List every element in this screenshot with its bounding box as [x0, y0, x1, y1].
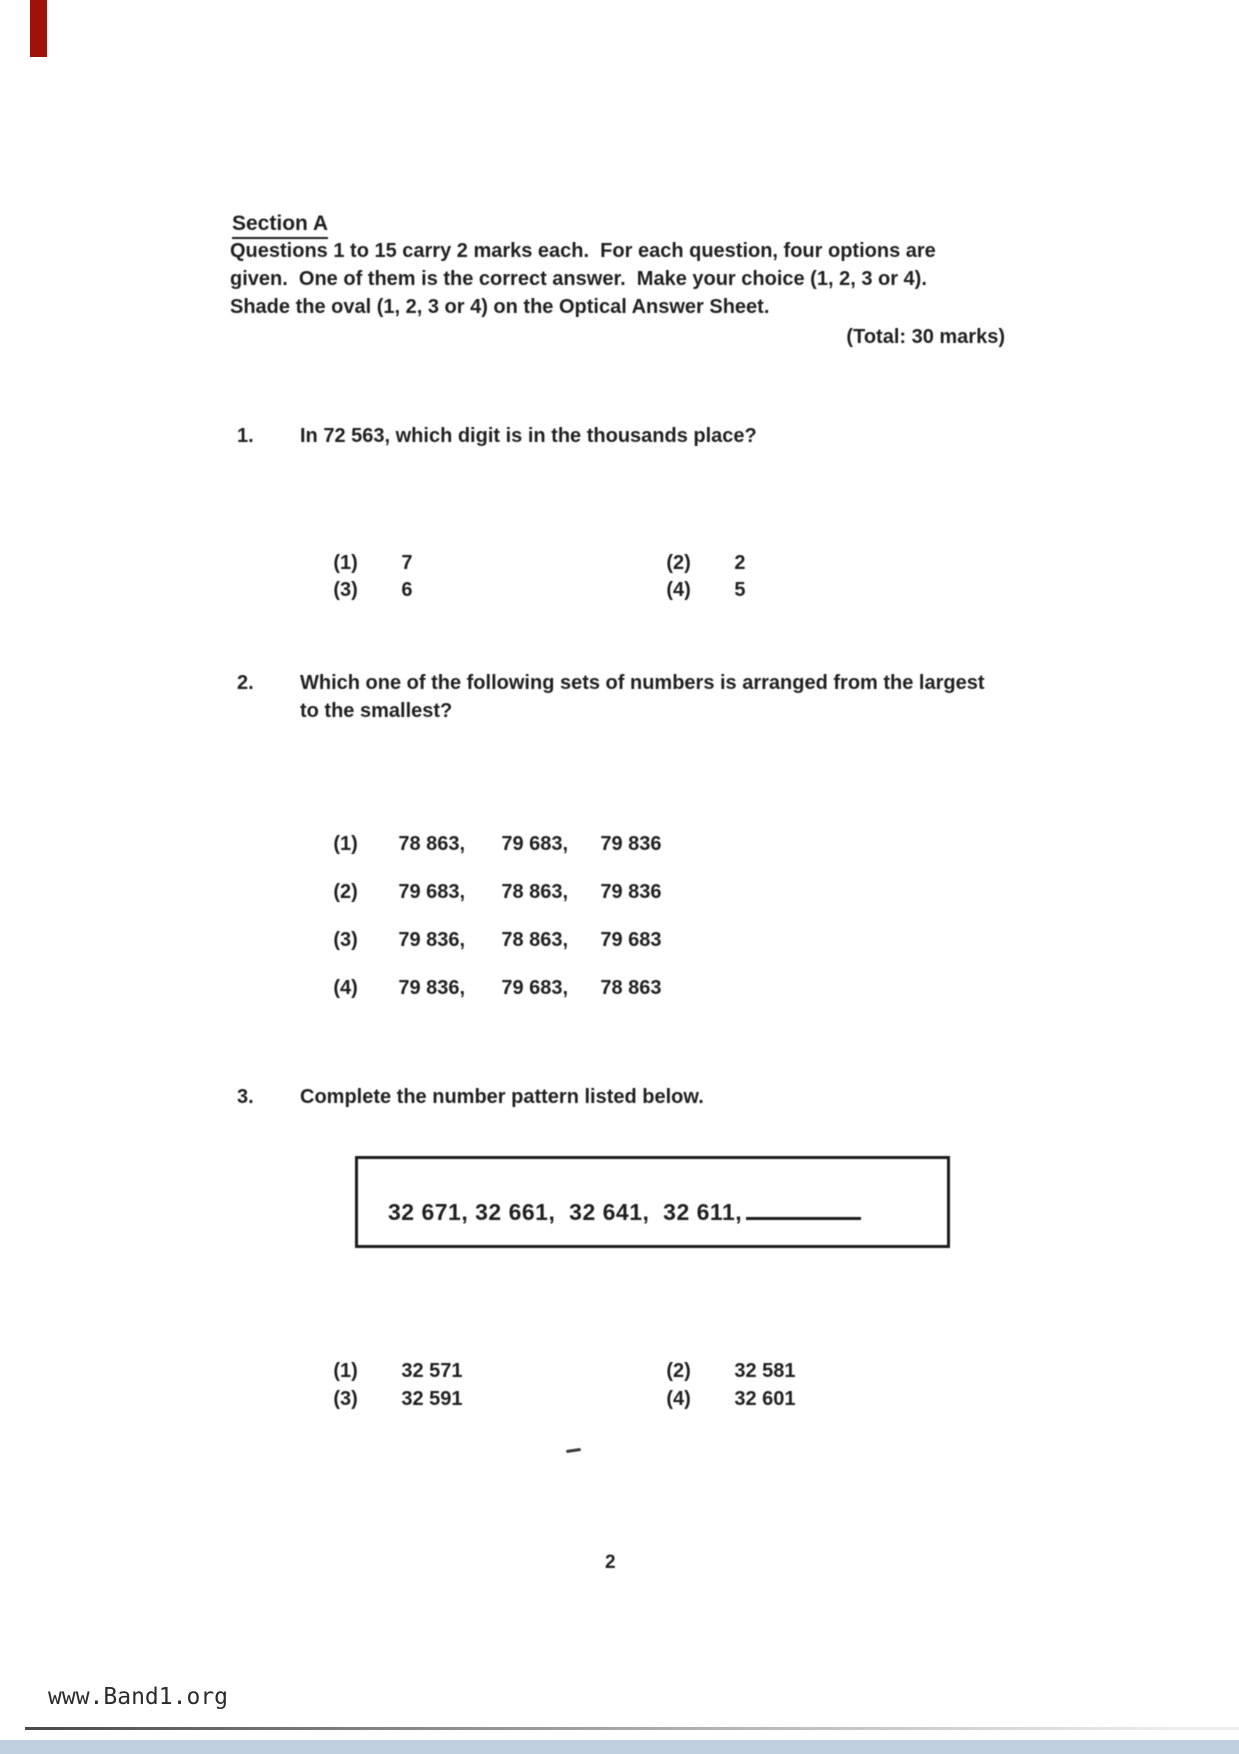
option-value: 32 591 — [401, 1388, 463, 1410]
option-value: 32 571 — [401, 1360, 463, 1382]
option-value: 79 683, — [501, 977, 569, 999]
question-number: 2. — [237, 672, 254, 694]
page-number: 2 — [605, 1552, 616, 1573]
instructions-line: given. One of them is the correct answer. Make your choice (1, 2, 3 or 4). — [230, 268, 927, 290]
option-value: 78 863 — [600, 977, 662, 999]
option-label: (3) — [333, 579, 358, 601]
question-text: to the smallest? — [300, 700, 453, 722]
option-value: 79 836, — [398, 977, 466, 999]
option-label: (4) — [333, 977, 358, 999]
option-label: (2) — [666, 1360, 691, 1382]
option-label: (2) — [333, 881, 358, 903]
bottom-bar — [0, 1740, 1239, 1754]
answer-blank — [746, 1213, 861, 1220]
option-value: 79 683 — [600, 929, 662, 951]
option-label: (4) — [666, 579, 691, 601]
section-title: Section A — [232, 212, 328, 239]
scan-dash-artifact — [566, 1448, 581, 1453]
option-value: 79 836 — [600, 833, 662, 855]
option-value: 2 — [734, 552, 746, 574]
option-label: (3) — [333, 1388, 358, 1410]
footer-url: www.Band1.org — [48, 1684, 229, 1710]
question1-option-3 — [300, 556, 412, 625]
option-value: 32 601 — [734, 1388, 796, 1410]
option-label: (1) — [333, 552, 358, 574]
question-number: 3. — [237, 1086, 254, 1108]
option-label: (1) — [333, 1360, 358, 1382]
option-label: (3) — [333, 929, 358, 951]
pattern-box — [355, 1156, 950, 1248]
question1-option-4 — [633, 556, 745, 625]
question-number: 1. — [237, 425, 254, 447]
option-value: 79 836 — [600, 881, 662, 903]
question3-option-4 — [633, 1365, 796, 1434]
option-value: 5 — [734, 579, 746, 601]
option-value: 79 683, — [398, 881, 466, 903]
question-text: Complete the number pattern listed below. — [300, 1086, 704, 1108]
option-value: 79 836, — [398, 929, 466, 951]
option-value: 78 863, — [398, 833, 466, 855]
option-label: (2) — [666, 552, 691, 574]
instructions-line: Shade the oval (1, 2, 3 or 4) on the Optical Answer Sheet. — [230, 296, 770, 318]
footer-rule — [25, 1727, 1239, 1730]
option-value: 78 863, — [501, 881, 569, 903]
option-value: 7 — [401, 552, 413, 574]
question-text: Which one of the following sets of numbers is arranged from the largest — [300, 672, 985, 694]
question3-option-3 — [300, 1365, 463, 1434]
option-value: 32 581 — [734, 1360, 796, 1382]
instructions-line: Questions 1 to 15 carry 2 marks each. For each question, four options are — [230, 240, 936, 262]
question-text: In 72 563, which digit is in the thousands place? — [300, 425, 757, 447]
option-label: (1) — [333, 833, 358, 855]
pattern-text: 32 671, 32 661, 32 641, 32 611, — [388, 1199, 861, 1226]
option-value: 6 — [401, 579, 413, 601]
option-value: 79 683, — [501, 833, 569, 855]
total-marks: (Total: 30 marks) — [846, 326, 1005, 348]
question2-option-4 — [300, 954, 662, 1023]
option-value: 78 863, — [501, 929, 569, 951]
option-label: (4) — [666, 1388, 691, 1410]
